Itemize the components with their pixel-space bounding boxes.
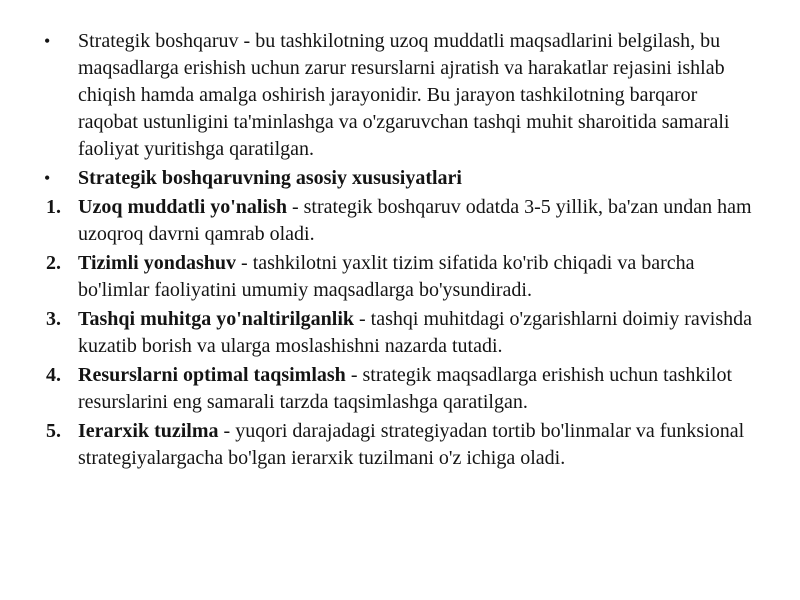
list-item-5 (46, 418, 760, 472)
list-description: - yuqori darajadagi strategiyadan tortib bo'linmalar va funksional strategiyalargacha bo'lgan ierarxik tuzilmani o'z ichiga oladi. (78, 420, 745, 469)
list-term: Resurslarni optimal taqsimlash (78, 364, 346, 386)
section-heading: Strategik boshqaruvning asosiy xususiyatlari (78, 167, 462, 189)
list-description: - tashkilotni yaxlit tizim sifatida ko'rib chiqadi va barcha bo'limlar faoliyatini umumiy maqsadlarga bo'ysundiradi. (78, 252, 695, 301)
list-term: Tashqi muhitga yo'naltirilganlik (78, 308, 355, 330)
list-term: Uzoq muddatli yo'nalish (78, 196, 287, 218)
bullet-marker: • (44, 31, 51, 51)
list-number: 3. (46, 308, 61, 330)
list-description: - strategik boshqaruv odatda 3-5 yillik, ba'zan undan ham uzoqroq davrni qamrab oladi. (78, 196, 752, 245)
intro-bullet-item (46, 28, 760, 163)
list-description: - strategik maqsadlarga erishish uchun tashkilot resurslarini eng samarali tarzda taqsimlashga qaratilgan. (78, 364, 733, 413)
list-number: 2. (46, 252, 61, 274)
heading-bullet-item (46, 165, 760, 192)
list-description: - tashqi muhitdagi o'zgarishlarni doimiy ravishda kuzatib borish va ularga moslashishni nazarda tutadi. (78, 308, 752, 357)
list-item-1 (46, 194, 760, 248)
list-item-2 (46, 250, 760, 304)
list-number: 4. (46, 364, 61, 386)
intro-paragraph: Strategik boshqaruv - bu tashkilotning uzoq muddatli maqsadlarini belgilash, bu maqsadlarga erishish uchun zarur resurslarni ajratish va harakatlar rejasini ishlab chiqish hamda amalga oshirish jarayonidir. Bu jarayon tashkilotning barqaror raqobat ustunligini ta'minlashga va o'zgaruvchan tashqi muhit sharoitida samarali faoliyat yuritishga qaratilgan. (78, 30, 730, 160)
list-number: 1. (46, 196, 61, 218)
list-term: Tizimli yondashuv (78, 252, 237, 274)
list-item-4 (46, 362, 760, 416)
bullet-marker: • (44, 168, 51, 188)
list-term: Ierarxik tuzilma (78, 420, 219, 442)
list-item-3 (46, 306, 760, 360)
list-number: 5. (46, 420, 61, 442)
